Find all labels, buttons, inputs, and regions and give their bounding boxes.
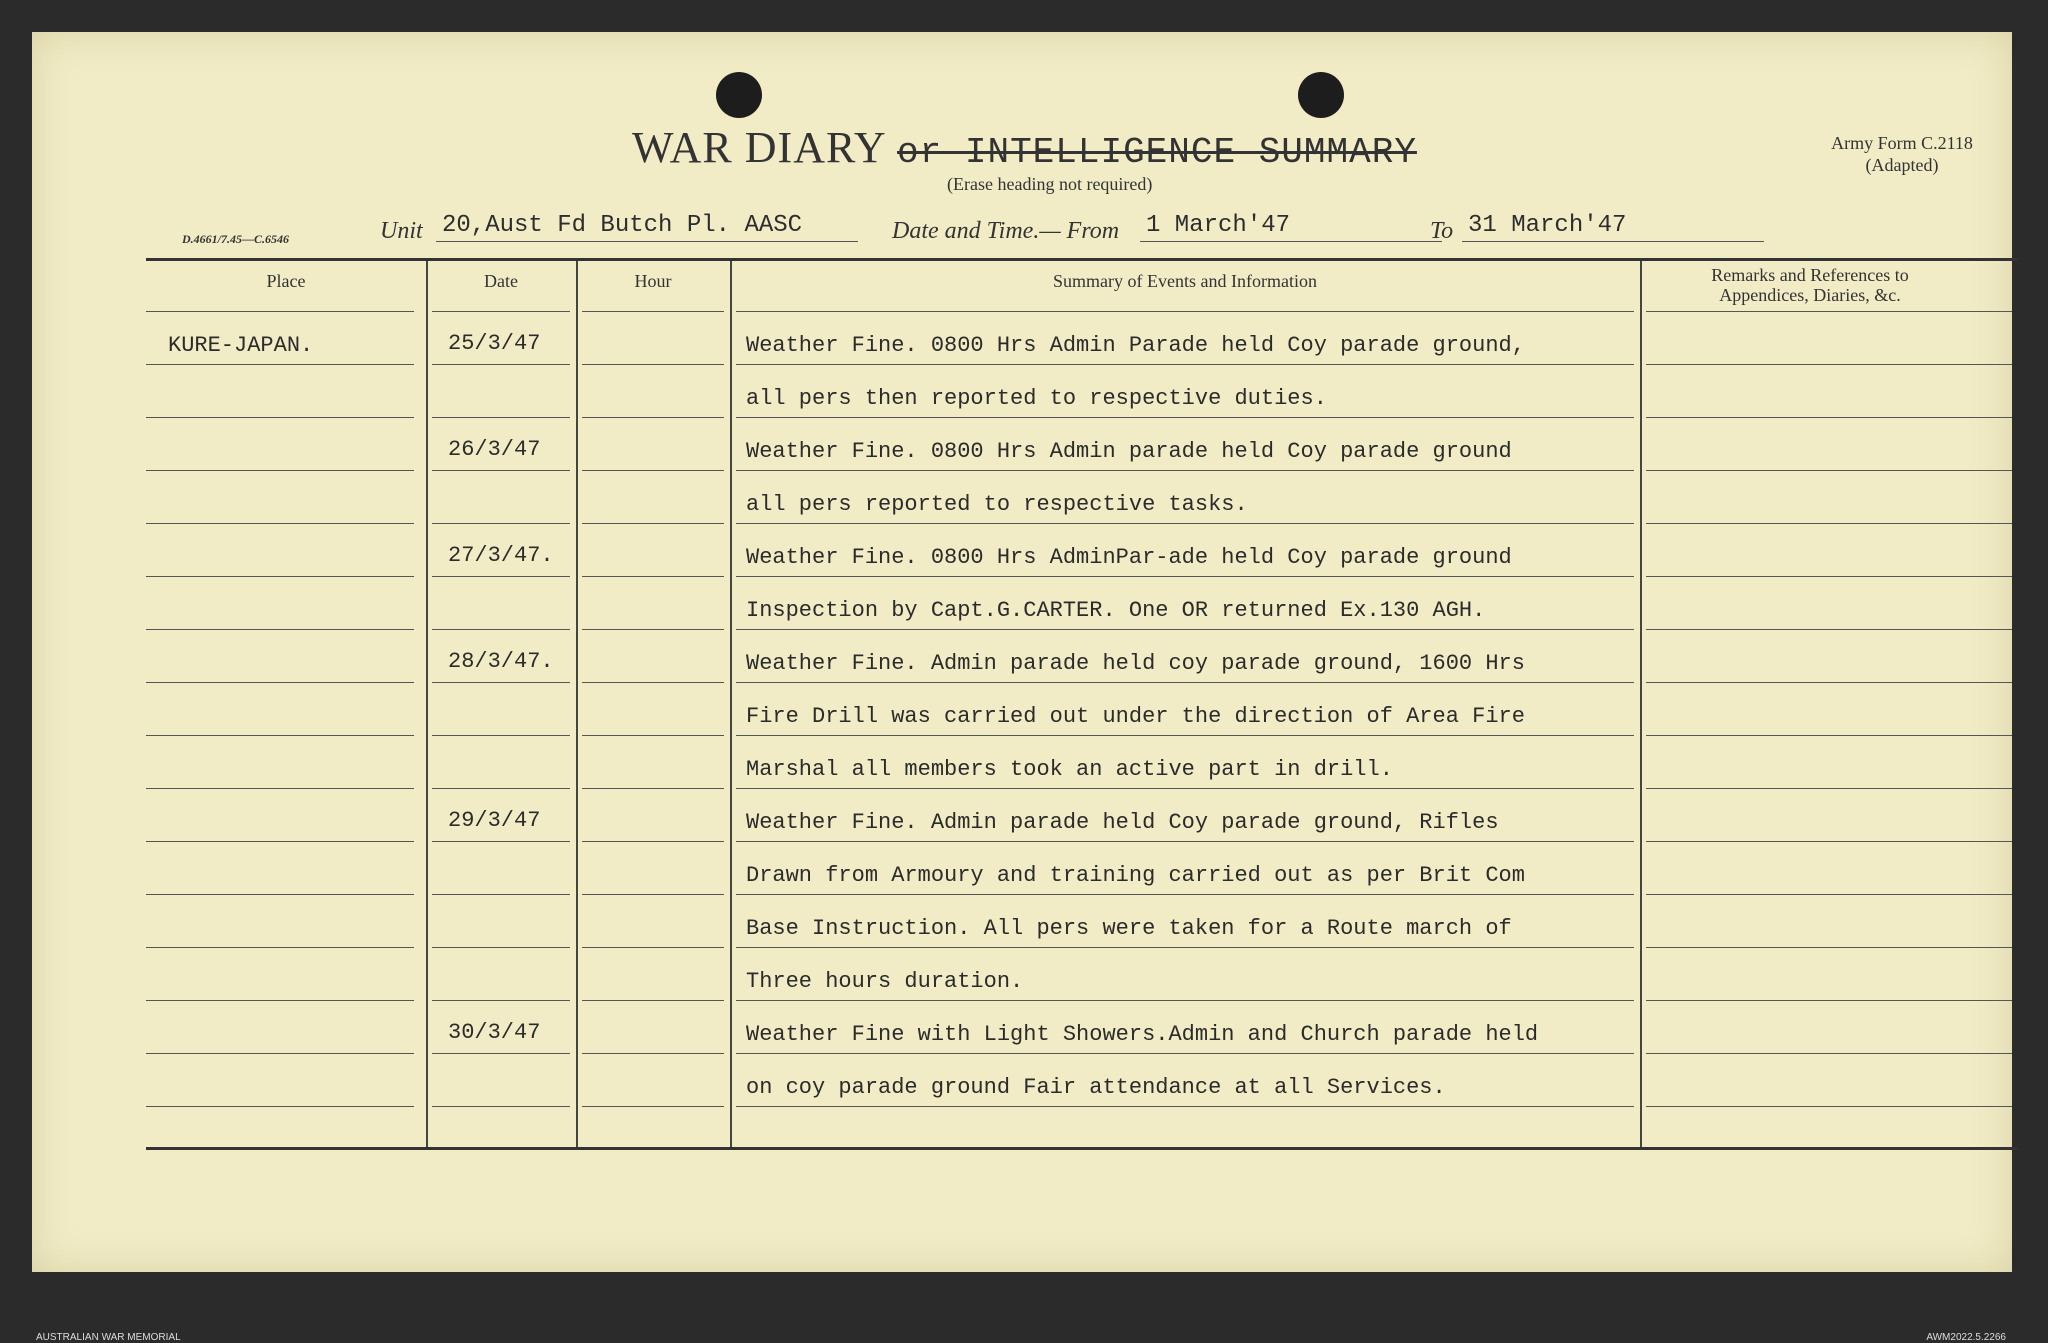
- ruled-line: [582, 1106, 724, 1107]
- ruled-line: [146, 894, 414, 895]
- col-header-remarks: [1640, 265, 1980, 305]
- remarks-header-line1: Remarks and References to: [1711, 265, 1909, 285]
- summary-line: Drawn from Armoury and training carried out as per Brit Com: [746, 863, 1525, 888]
- ruled-line: [736, 894, 1634, 895]
- ruled-line: [432, 894, 570, 895]
- ruled-line: [432, 470, 570, 471]
- form-number-block: [1802, 132, 2002, 176]
- ruled-line: [146, 1053, 414, 1054]
- ruled-line: [1646, 1000, 2012, 1001]
- ruled-line: [432, 788, 570, 789]
- ruled-line: [146, 788, 414, 789]
- date-cell: 26/3/47: [448, 437, 541, 462]
- date-cell: 27/3/47.: [448, 543, 554, 568]
- ruled-line: [1646, 1053, 2012, 1054]
- ruled-line: [736, 1053, 1634, 1054]
- ruled-line: [1646, 841, 2012, 842]
- ruled-line: [432, 1053, 570, 1054]
- column-divider: [730, 261, 732, 1147]
- page-title: [632, 122, 1417, 173]
- remarks-header-line2: Appendices, Diaries, &c.: [1719, 285, 1901, 305]
- date-label: Date and Time.— From: [892, 218, 1120, 244]
- column-divider: [576, 261, 578, 1147]
- footer-source: AUSTRALIAN WAR MEMORIAL: [36, 1332, 181, 1343]
- ruled-line: [146, 1000, 414, 1001]
- header-rule: [146, 311, 414, 312]
- summary-line: all pers then reported to respective duties.: [746, 386, 1327, 411]
- ruled-line: [1646, 470, 2012, 471]
- ruled-line: [582, 682, 724, 683]
- ruled-line: [582, 1000, 724, 1001]
- ruled-line: [736, 788, 1634, 789]
- summary-line: Base Instruction. All pers were taken for a Route march of: [746, 916, 1512, 941]
- ruled-line: [432, 1106, 570, 1107]
- column-divider: [1640, 261, 1642, 1147]
- ruled-line: [432, 682, 570, 683]
- summary-line: all pers reported to respective tasks.: [746, 492, 1248, 517]
- ruled-line: [432, 629, 570, 630]
- ruled-line: [736, 735, 1634, 736]
- ruled-line: [582, 523, 724, 524]
- ruled-line: [146, 523, 414, 524]
- diary-page: [32, 32, 2012, 1343]
- ruled-line: [736, 523, 1634, 524]
- ruled-line: [146, 364, 414, 365]
- ruled-line: [582, 841, 724, 842]
- ruled-line: [146, 470, 414, 471]
- summary-line: Weather Fine. 0800 Hrs AdminPar-ade held Coy parade ground: [746, 545, 1512, 570]
- summary-line: Marshal all members took an active part in drill.: [746, 757, 1393, 782]
- ruled-line: [582, 576, 724, 577]
- ruled-line: [432, 735, 570, 736]
- unit-value: 20,Aust Fd Butch Pl. AASC: [436, 212, 858, 242]
- ruled-line: [146, 629, 414, 630]
- date-cell: 25/3/47: [448, 331, 541, 356]
- summary-line: Weather Fine. Admin parade held Coy parade ground, Rifles: [746, 810, 1499, 835]
- punch-hole-right: [1298, 72, 1344, 118]
- ruled-line: [1646, 947, 2012, 948]
- header-rule: [582, 311, 724, 312]
- ruled-line: [432, 1000, 570, 1001]
- header-rule: [432, 311, 570, 312]
- header-rule: [736, 311, 1634, 312]
- date-cell: 28/3/47.: [448, 649, 554, 674]
- title-war-diary: WAR DIARY: [632, 123, 886, 172]
- ruled-line: [736, 841, 1634, 842]
- ruled-line: [1646, 417, 2012, 418]
- ruled-line: [432, 417, 570, 418]
- date-to: 31 March'47: [1462, 212, 1764, 242]
- ruled-line: [582, 894, 724, 895]
- ruled-line: [582, 1053, 724, 1054]
- ruled-line: [1646, 735, 2012, 736]
- date-cell: 29/3/47: [448, 808, 541, 833]
- ruled-line: [432, 947, 570, 948]
- ruled-line: [432, 364, 570, 365]
- ruled-line: [146, 1106, 414, 1107]
- print-reference: D.4661/7.45—C.6546: [182, 232, 290, 246]
- summary-line: Weather Fine. Admin parade held coy parade ground, 1600 Hrs: [746, 651, 1525, 676]
- summary-line: on coy parade ground Fair attendance at all Services.: [746, 1075, 1446, 1100]
- col-header-hour: Hour: [634, 271, 672, 291]
- col-header-place: Place: [266, 271, 306, 291]
- ruled-line: [432, 523, 570, 524]
- ruled-line: [582, 788, 724, 789]
- summary-line: Inspection by Capt.G.CARTER. One OR returned Ex.130 AGH.: [746, 598, 1486, 623]
- summary-line: Fire Drill was carried out under the direction of Area Fire: [746, 704, 1525, 729]
- to-label: To: [1430, 218, 1454, 244]
- ruled-line: [736, 417, 1634, 418]
- ruled-line: [582, 947, 724, 948]
- ruled-line: [146, 576, 414, 577]
- ruled-line: [432, 576, 570, 577]
- ruled-line: [736, 682, 1634, 683]
- ruled-line: [1646, 1106, 2012, 1107]
- punch-hole-left: [716, 72, 762, 118]
- ruled-line: [736, 1106, 1634, 1107]
- form-adapted: (Adapted): [1865, 155, 1939, 175]
- ruled-line: [146, 682, 414, 683]
- diary-table: [146, 258, 2018, 1150]
- ruled-line: [582, 629, 724, 630]
- ruled-line: [1646, 364, 2012, 365]
- ruled-line: [582, 417, 724, 418]
- title-struck: or INTELLIGENCE SUMMARY: [897, 132, 1417, 173]
- date-from: 1 March'47: [1140, 212, 1442, 242]
- ruled-line: [582, 364, 724, 365]
- ruled-line: [1646, 629, 2012, 630]
- ruled-line: [582, 735, 724, 736]
- ruled-line: [1646, 576, 2012, 577]
- ruled-line: [736, 364, 1634, 365]
- summary-line: Weather Fine. 0800 Hrs Admin Parade held Coy parade ground,: [746, 333, 1525, 358]
- ruled-line: [146, 417, 414, 418]
- ruled-line: [736, 470, 1634, 471]
- col-header-summary: Summary of Events and Information: [1053, 271, 1317, 291]
- unit-label: Unit: [380, 218, 423, 244]
- date-cell: 30/3/47: [448, 1020, 541, 1045]
- footer-reference: AWM2022.5.2266: [1926, 1332, 2006, 1343]
- ruled-line: [1646, 894, 2012, 895]
- ruled-line: [1646, 788, 2012, 789]
- summary-line: Three hours duration.: [746, 969, 1024, 994]
- header-rule: [1646, 311, 2012, 312]
- ruled-line: [146, 947, 414, 948]
- summary-line: Weather Fine. 0800 Hrs Admin parade held Coy parade ground: [746, 439, 1512, 464]
- ruled-line: [736, 1000, 1634, 1001]
- form-number: Army Form C.2118: [1831, 133, 1973, 153]
- ruled-line: [1646, 682, 2012, 683]
- ruled-line: [1646, 523, 2012, 524]
- ruled-line: [582, 470, 724, 471]
- ruled-line: [146, 735, 414, 736]
- summary-line: Weather Fine with Light Showers.Admin and Church parade held: [746, 1022, 1539, 1047]
- ruled-line: [736, 629, 1634, 630]
- erase-note: (Erase heading not required): [947, 174, 1153, 194]
- col-header-date: Date: [484, 271, 518, 291]
- ruled-line: [146, 841, 414, 842]
- ruled-line: [736, 576, 1634, 577]
- place-cell: KURE-JAPAN.: [168, 333, 314, 358]
- ruled-line: [736, 947, 1634, 948]
- column-divider: [426, 261, 428, 1147]
- ruled-line: [432, 841, 570, 842]
